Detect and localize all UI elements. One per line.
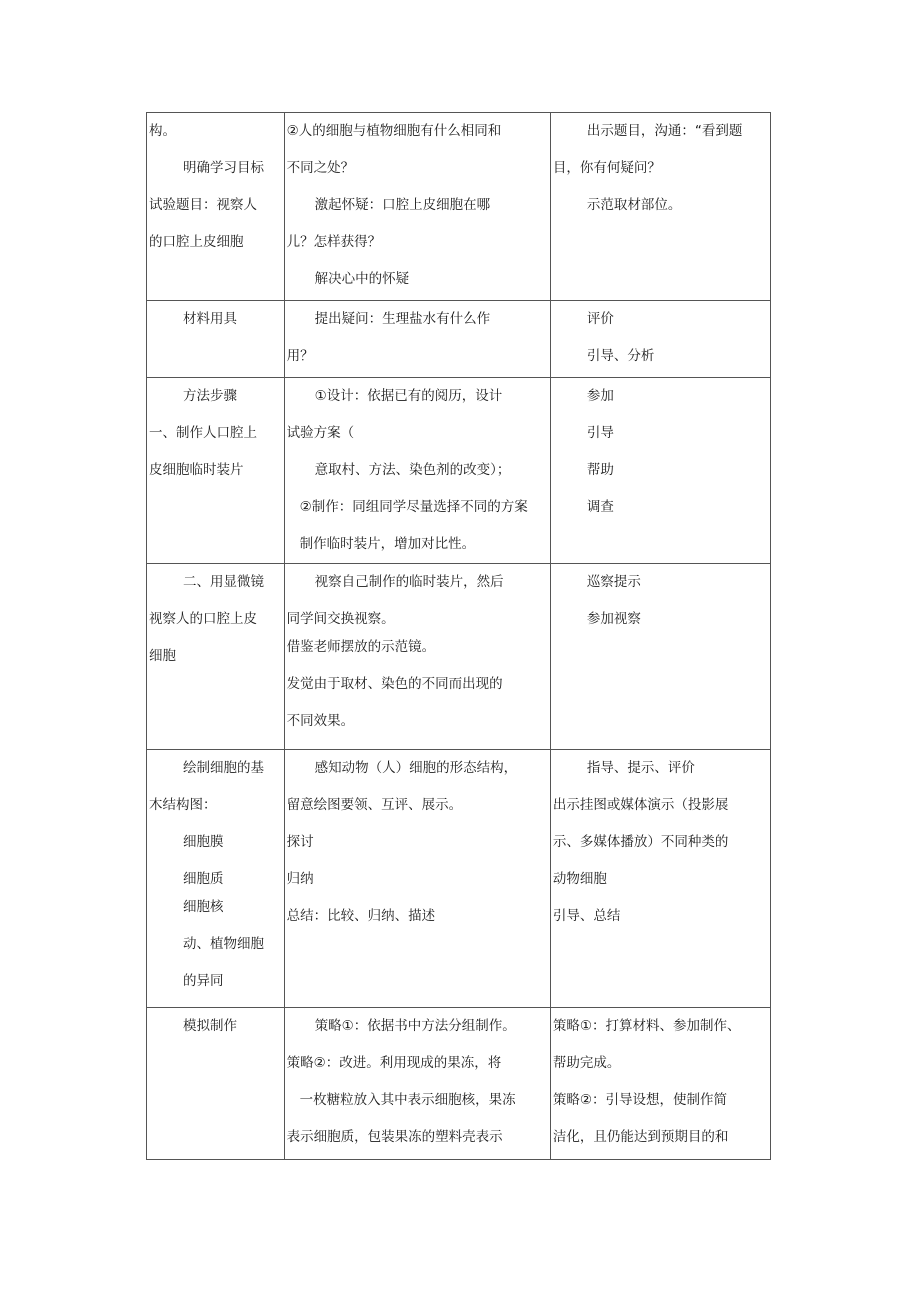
cell-line: 儿？怎样获得？ [286,234,382,250]
cell-line: 方法步骤 [183,388,237,404]
teaching-content-cell [147,378,285,564]
cell-line: 细胞 [149,648,176,664]
teaching-content-cell [147,1008,285,1160]
teacher-activity-cell [550,113,770,301]
cell-line: 的口腔上皮细胞 [149,234,244,250]
cell-line: 借鉴老师摆放的示范镜。 [286,639,436,655]
cell-line: ①设计：依据已有的阅历，设计 [314,388,503,404]
student-activity-cell [284,301,550,378]
cell-line: 试验题目：视察人 [149,197,257,213]
cell-line: 模拟制作 [183,1018,237,1034]
cell-line: 同学间交换视察。 [286,611,395,627]
cell-line: 视察自己制作的临时装片，然后 [314,574,504,590]
cell-line: ②人的细胞与植物细胞有什么相同和 [286,123,502,139]
cell-line: 归纳 [286,871,314,887]
cell-line: 试验方案（ [286,425,355,441]
cell-line: 调查 [586,499,614,515]
table-row [147,113,771,301]
cell-line: 皮细胞临时装片 [149,462,244,478]
cell-line: 洁化，且仍能达到预期目的和 [552,1129,729,1145]
cell-line: 留意绘图要领、互评、展示。 [286,797,463,813]
cell-line: 细胞核 [183,899,224,915]
cell-line: 解决心中的怀疑 [314,271,410,287]
table-row [147,1008,771,1160]
student-activity-cell [284,1008,550,1160]
cell-line: 参加视察 [586,611,641,627]
cell-line: 明确学习目标 [183,160,264,176]
cell-line: 引导、分析 [586,348,655,364]
teaching-content-cell [147,564,285,750]
cell-line: 策略②：改进。利用现成的果冻，将 [286,1055,502,1071]
teaching-content-cell [147,113,285,301]
cell-line: 细胞质 [183,871,224,887]
teaching-content-cell [147,750,285,1008]
cell-line: 出示题目，沟通：“看到题 [586,123,743,139]
teacher-activity-cell [550,750,770,1008]
student-activity-cell [284,750,550,1008]
cell-line: 引导、总结 [552,908,621,924]
cell-line: 制作临时装片，增加对比性。 [299,536,476,552]
cell-line: 策略②：引导设想，使制作简 [552,1092,728,1108]
student-activity-cell [284,564,550,750]
cell-line: 指导、提示、评价 [586,760,695,776]
cell-line: 目，你有何疑问？ [552,160,661,176]
teacher-activity-cell [550,1008,770,1160]
teacher-activity-cell [550,378,770,564]
table-row [147,301,771,378]
cell-line: 引导 [586,425,614,441]
cell-line: 意取村、方法、染色剂的改变）； [314,462,511,478]
teacher-activity-cell [550,301,770,378]
teacher-activity-cell [550,564,770,750]
cell-line: ②制作：同组同学尽量选择不同的方案 [299,499,528,515]
cell-line: 激起怀疑：口腔上皮细胞在哪 [314,197,491,213]
cell-line: 发觉由于取材、染色的不同而出现的 [286,676,503,692]
cell-line: 帮助完成。 [552,1055,621,1071]
cell-line: 提出疑问：生理盐水有什么作 [314,311,491,327]
cell-line: 巡察提示 [586,574,641,590]
cell-line: 总结：比较、归纳、描述 [286,908,436,924]
cell-line: 示范取材部位。 [586,197,682,213]
cell-line: 策略①：依据书中方法分组制作。 [314,1018,516,1034]
cell-line: 一、制作人口腔上 [149,425,257,441]
cell-line: 动物细胞 [552,871,607,887]
cell-line: 评价 [586,311,614,327]
cell-line: 视察人的口腔上皮 [149,611,257,627]
cell-line: 出示挂图或媒体演示（投影展 [552,797,729,813]
cell-line: 示、多媒体播放）不同种类的 [552,834,729,850]
cell-line: 动、植物细胞 [183,936,264,952]
cell-line: 构。 [149,123,176,139]
cell-line: 参加 [586,388,614,404]
lesson-plan-table [146,112,771,1160]
cell-line: 木结构图： [149,797,217,813]
teaching-content-cell [147,301,285,378]
cell-line: 细胞膜 [183,834,224,850]
cell-line: 绘制细胞的基 [183,760,264,776]
cell-line: 一枚糖粒放入其中表示细胞核，果冻 [299,1092,516,1108]
cell-line: 二、用显微镜 [183,574,264,590]
cell-line: 帮助 [586,462,614,478]
cell-line: 感知动物（人）细胞的形态结构， [314,760,518,776]
student-activity-cell [284,378,550,564]
cell-line: 不同效果。 [286,713,355,729]
cell-line: 策略①：打算材料、参加制作、 [552,1018,741,1034]
cell-line: 表示细胞质，包装果冻的塑料壳表示 [286,1129,503,1145]
cell-line: 材料用具 [183,311,237,327]
student-activity-cell [284,113,550,301]
cell-line: 用？ [286,348,314,364]
cell-line: 不同之处？ [286,160,355,176]
cell-line: 的异同 [183,973,224,989]
cell-line: 探讨 [286,834,314,850]
table-row [147,750,771,1008]
table-row [147,378,771,564]
table-row [147,564,771,750]
